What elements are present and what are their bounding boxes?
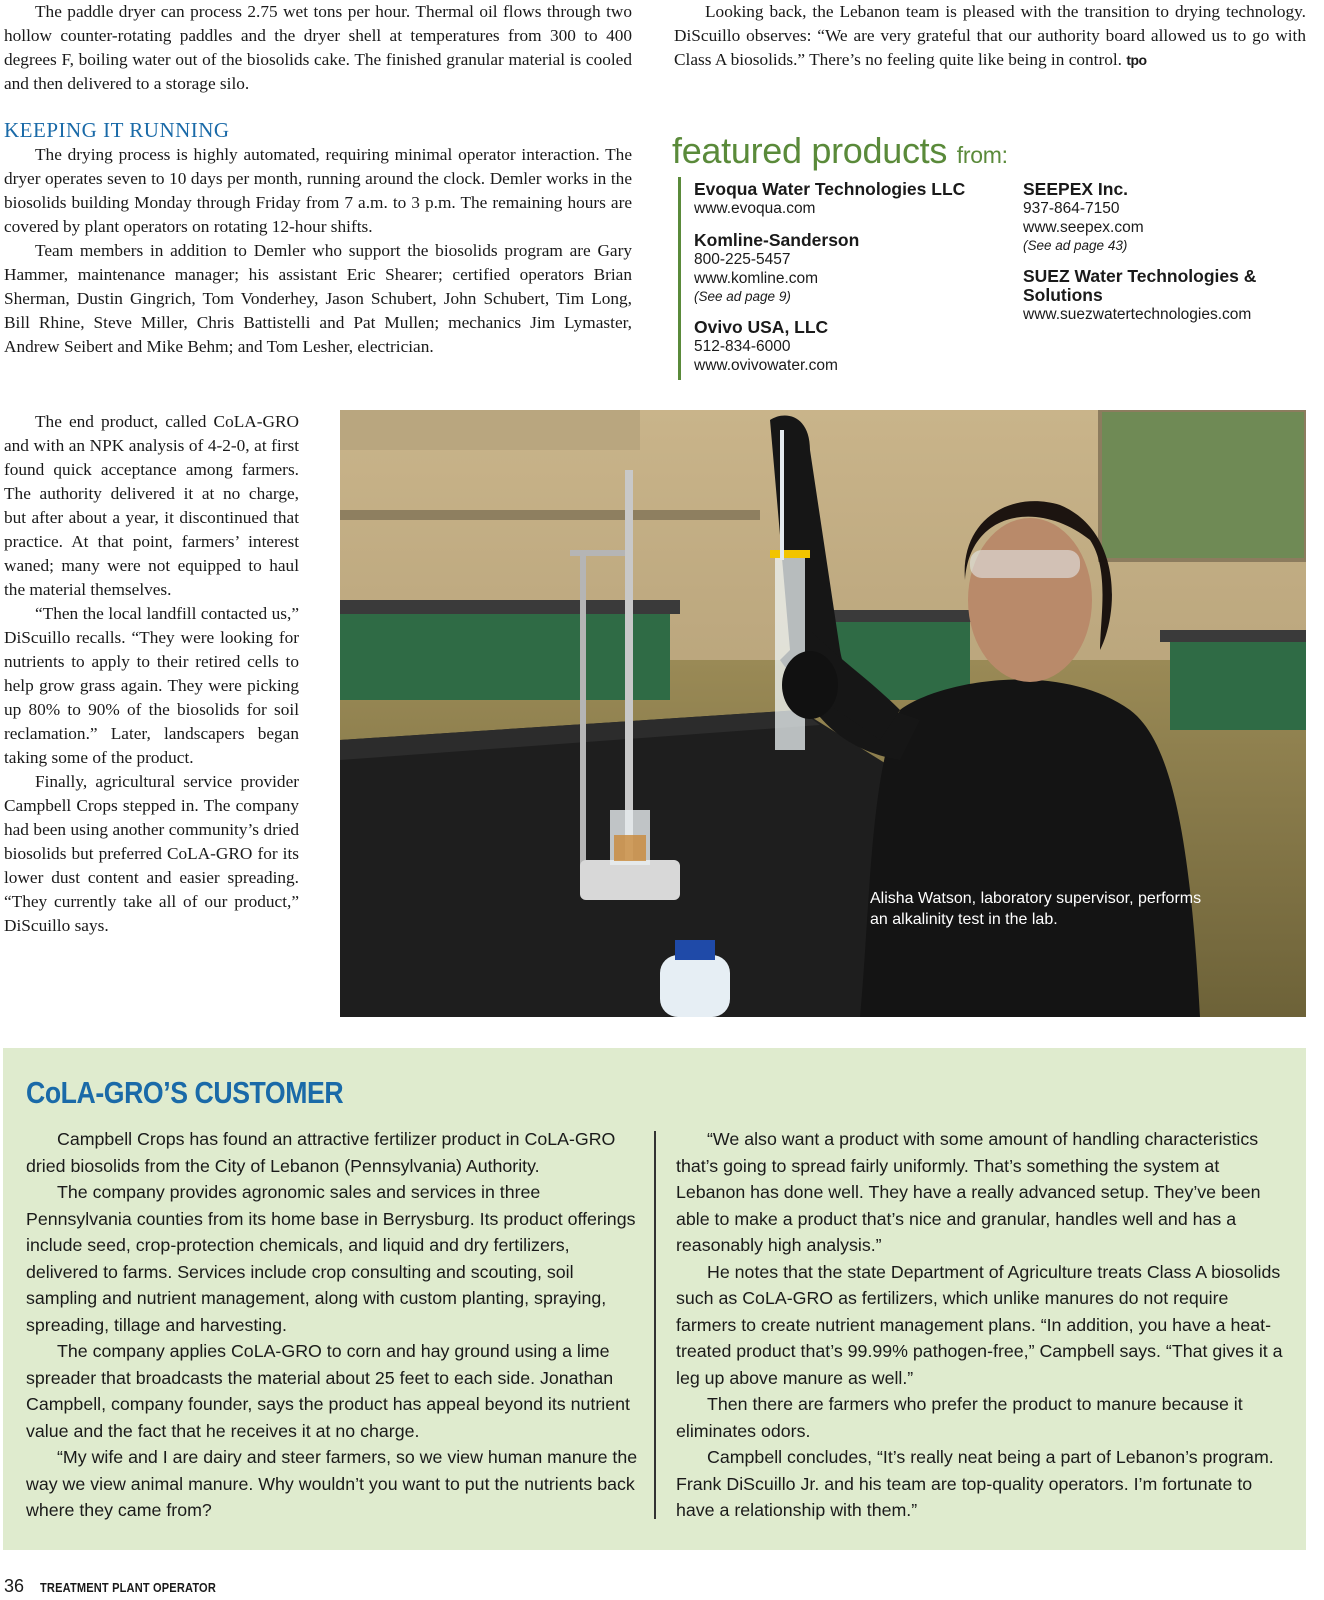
paragraph-looking-back	[674, 0, 1306, 72]
page-footer	[4, 1576, 248, 1597]
magazine-name: TREATMENT PLANT OPERATOR	[40, 1580, 217, 1595]
paragraph-landfill: “Then the local landfill contacted us,” DiScuillo recalls. “They were looking for nutrients to apply to their retired cells to help grow grass again. They were picking up 80% to 90% of the biosolids for soil reclamation.” Later, landscapers began taking some of the product.	[4, 604, 299, 767]
vendor-name: SUEZ Water Technologies & Solutions	[1023, 266, 1257, 305]
vendor-ovivo	[694, 318, 1014, 375]
paragraph-campbell: Finally, agricultural service provider Campbell Crops stepped in. The company had been using another community’s dried biosolids but preferred CoLA-GRO for its lower dust content and easier spreading. “They currently take all of our product,” DiScuillo says.	[4, 772, 299, 935]
sidebar-title: CoLA-GRO’S CUSTOMER	[26, 1075, 344, 1110]
paragraph-dryer: The paddle dryer can process 2.75 wet tons per hour. Thermal oil flows through two hollow counter-rotating paddles and the dryer shell at temperatures from 300 to 400 degrees F, boiling water out of the biosolids cake. The finished granular material is cooled and then delivered to a storage silo.	[4, 2, 632, 93]
sidebar-box	[3, 1048, 1306, 1550]
paragraph-drying: The drying process is highly automated, requiring minimal operator interaction. The dryer operates seven to 10 days per month, running around the clock. Demler works in the biosolids building Monday through Friday from 7 a.m. to 3 p.m. The remaining hours are covered by plant operators on rotating 12-hour shifts.	[4, 145, 632, 236]
vendor-website[interactable]: www.suezwatertechnologies.com	[1023, 306, 1252, 323]
vendor-phone: 512-834-6000	[694, 338, 791, 355]
vendor-suez	[1023, 267, 1323, 324]
vendor-website[interactable]: www.seepex.com	[1023, 219, 1144, 236]
sidebar-paragraph: He notes that the state Department of Agriculture treats Class A biosolids such as CoLA-GRO as fertilizers, which unlike manures do not require farmers to create nutrient management plans. “In addition, you have a heat-treated product that’s 99.99% pathogen-free,” Campbell says. “That gives it a leg up above manure as well.”	[676, 1261, 1283, 1388]
paragraph-team: Team members in addition to Demler who support the biosolids program are Gary Hammer, maintenance manager; his assistant Eric Shearer; certified operators Brian Sherman, Dustin Gingrich, Tom Vonderhey, Jason Schubert, John Schubert, Tim Long, Bill Rhine, Steve Miller, Chris Battistelli and Pat Mullen; mechanics Jim Lymaster, Andrew Seibert and Mike Behm; and Tom Lesher, electrician.	[4, 241, 632, 356]
page-number: 36	[4, 1576, 25, 1596]
sidebar-paragraph: Campbell Crops has found an attractive fertilizer product in CoLA-GRO dried biosolids from the City of Lebanon (Pennsylvania) Authority.	[26, 1129, 616, 1176]
vendor-website[interactable]: www.evoqua.com	[694, 200, 816, 217]
vendor-name: Komline-Sanderson	[694, 230, 860, 250]
paragraph-end-product: The end product, called CoLA-GRO and with an NPK analysis of 4-2-0, at first found quick acceptance among farmers. The authority delivered it at no charge, but after about a year, it discontinued that practice. At that point, farmers’ interest waned; many were not equipped to haul the material themselves.	[4, 412, 299, 599]
paragraph-looking-back-text: Looking back, the Lebanon team is pleased with the transition to drying technology. DiScuillo observes: “We are very grateful that our authority board allowed us to go with Class A biosolids.” There’s no feeling quite like being in control.	[674, 2, 1306, 69]
tpo-end-mark: tpo	[1126, 52, 1147, 68]
sidebar-left-column	[26, 1126, 646, 1524]
vendor-phone: 937-864-7150	[1023, 200, 1120, 217]
sidebar-right-column	[676, 1126, 1286, 1524]
vendor-name: Ovivo USA, LLC	[694, 317, 829, 337]
featured-products-column-2	[1023, 180, 1323, 337]
featured-products-from: from:	[956, 142, 1008, 168]
right-column-top	[674, 0, 1306, 72]
vendor-name: SEEPEX Inc.	[1023, 179, 1129, 199]
photo-caption: Alisha Watson, laboratory supervisor, performs an alkalinity test in the lab.	[870, 890, 1202, 928]
featured-products-rule	[678, 177, 681, 380]
featured-products-heading: featured products	[672, 130, 948, 171]
vendor-website[interactable]: www.komline.com	[694, 270, 819, 287]
sidebar-paragraph: Then there are farmers who prefer the product to manure because it eliminates odors.	[676, 1394, 1243, 1441]
sidebar-paragraph: The company provides agronomic sales and services in three Pennsylvania counties from its home base in Berrysburg. Its product offerings include seed, crop-protection chemicals, and liquid and dry fertilizers, delivered to farms. Services include crop consulting and scouting, soil sampling and nutrient management, along with custom planting, spraying, spreading, tillage and harvesting.	[26, 1182, 636, 1335]
vendor-seepex	[1023, 180, 1323, 254]
left-column-top	[4, 0, 632, 96]
left-column-body	[4, 143, 632, 359]
vendor-evoqua	[694, 180, 1014, 218]
vendor-komline	[694, 231, 1014, 305]
featured-products-column-1	[694, 180, 1014, 388]
narrow-column	[4, 410, 299, 938]
vendor-ad-reference: (See ad page 9)	[694, 289, 791, 304]
featured-products-title	[672, 130, 1008, 172]
lab-photo	[340, 410, 1306, 1017]
sidebar-paragraph: Campbell concludes, “It’s really neat being a part of Lebanon’s program. Frank DiScuillo Jr. and his team are top-quality operators. I’m fortunate to have a relationship with them.”	[676, 1447, 1274, 1520]
sidebar-paragraph: The company applies CoLA-GRO to corn and hay ground using a lime spreader that broadcasts the material about 25 feet to each side. Jonathan Campbell, company founder, says the product has appeal beyond its nutrient value and the fact that he receives it at no charge.	[26, 1341, 630, 1441]
section-subhead: KEEPING IT RUNNING	[4, 118, 230, 142]
vendor-name: Evoqua Water Technologies LLC	[694, 179, 966, 199]
vendor-phone: 800-225-5457	[694, 251, 791, 268]
sidebar-paragraph: “We also want a product with some amount of handling characteristics that’s going to spread fairly uniformly. That’s something the system at Lebanon has done well. They have a really advanced setup. They’ve been able to make a product that’s nice and granular, handles well and has a reasonably high analysis.”	[676, 1129, 1261, 1255]
sidebar-divider	[654, 1131, 656, 1519]
vendor-website[interactable]: www.ovivowater.com	[694, 357, 838, 374]
vendor-ad-reference: (See ad page 43)	[1023, 238, 1128, 253]
sidebar-paragraph: “My wife and I are dairy and steer farmers, so we view human manure the way we view animal manure. Why wouldn’t you want to put the nutrients back where they came from?	[26, 1447, 638, 1520]
